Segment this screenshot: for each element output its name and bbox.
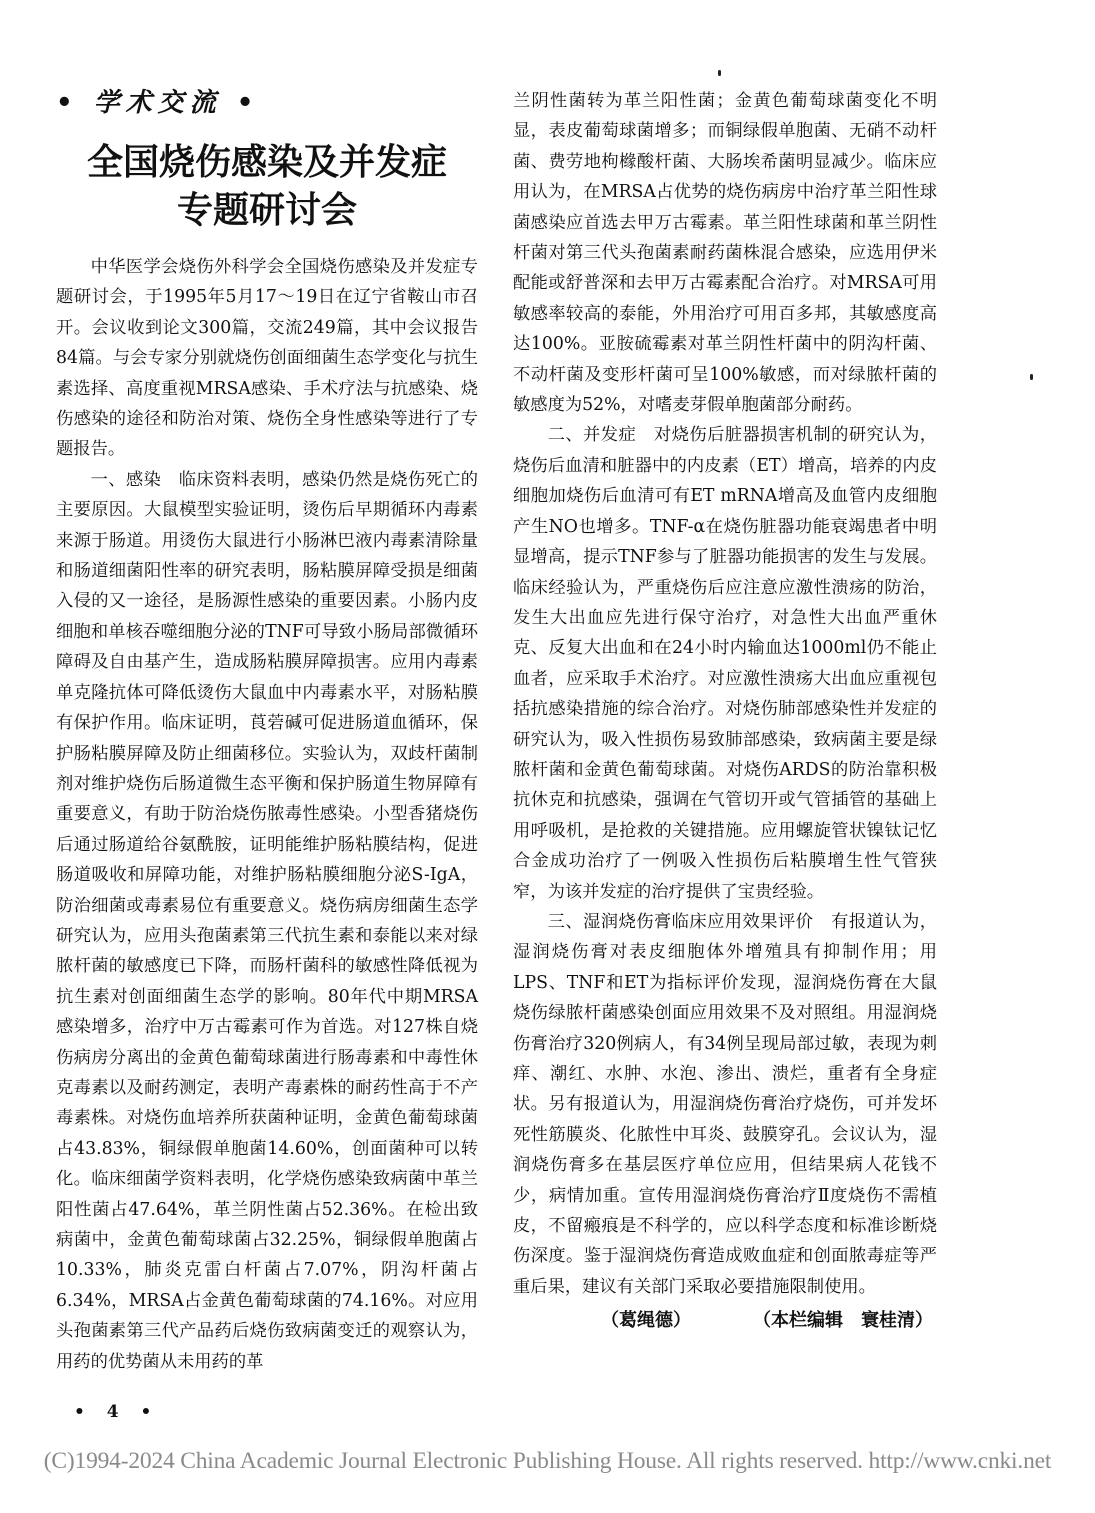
editor-credit: （本栏编辑 寰桂清） <box>753 1310 933 1332</box>
section-tag: • 学术交流 • <box>56 88 260 118</box>
scan-speck <box>718 70 721 76</box>
moist-ointment-section-paragraph: 三、湿润烧伤膏临床应用效果评价 有报道认为，湿润烧伤膏对表皮细胞体外增殖具有抑制作用；用LPS、TNF和ET为指标评价发现，湿润烧伤膏在大鼠烧伤绿脓杆菌感染创面应用效果不及对照组。用湿润烧伤膏治疗320例病人，有34例呈现局部过敏，表现为刺痒、潮红、水肿、水泡、渗出、溃烂，重者有全身症状。另有报道认为，用湿润烧伤膏治疗烧伤，可并发坏死性筋膜炎、化脓性中耳炎、鼓膜穿孔。会议认为，湿润烧伤膏多在基层医疗单位应用，但结果病人花钱不少，病情加重。宣传用湿润烧伤膏治疗Ⅱ度烧伤不需植皮，不留瘢痕是不科学的，应以科学态度和标准诊断烧伤深度。鉴于湿润烧伤膏造成败血症和创面脓毒症等严重后果，建议有关部门采取必要措施限制使用。 <box>513 911 937 1297</box>
scan-speck <box>1030 374 1033 380</box>
byline <box>513 1306 937 1336</box>
article-title <box>56 138 478 234</box>
title-line-2: 专题研讨会 <box>176 189 357 231</box>
infection-section-continued: 兰阴性菌转为革兰阳性菌；金黄色葡萄球菌变化不明显，表皮葡萄球菌增多；而铜绿假单胞菌、无硝不动杆菌、费劳地枸橼酸杆菌、大肠埃希菌明显减少。临床应用认为，在MRSA占优势的烧伤病房中治疗革兰阳性球菌感染应首选去甲万古霉素。革兰阳性球菌和革兰阴性杆菌对第三代头孢菌素耐药菌株混合感染，应选用伊米配能或舒普深和去甲万古霉素配合治疗。对MRSA可用敏感率较高的泰能，外用治疗可用百多邦，其敏感度高达100%。亚胺硫霉素对革兰阴性杆菌中的阴沟杆菌、不动杆菌及变形杆菌可呈100%敏感，而对绿脓杆菌的敏感度为52%，对嗜麦芽假单胞菌部分耐药。 <box>513 91 937 416</box>
author-credit: （葛绳德） <box>601 1310 691 1332</box>
title-line-1: 全国烧伤感染及并发症 <box>86 141 447 183</box>
intro-paragraph: 中华医学会烧伤外科学会全国烧伤感染及并发症专题研讨会，于1995年5月17～19日在辽宁省鞍山市召开。会议收到论文300篇，交流249篇，其中会议报告84篇。与会专家分别就烧伤创面细菌生态学变化与抗生素选择、高度重视MRSA感染、手术疗法与抗感染、烧伤感染的途径和防治对策、烧伤全身性感染等进行了专题报告。 <box>56 257 478 460</box>
page-number: • 4 • <box>74 1402 160 1422</box>
complication-section-paragraph: 二、并发症 对烧伤后脏器损害机制的研究认为，烧伤后血清和脏器中的内皮素（ET）增高，培养的内皮细胞加烧伤后血清可有ET mRNA增高及血管内皮细胞产生NO也增多。TNF-α在烧伤脏器功能衰竭患者中明显增高，提示TNF参与了脏器功能损害的发生与发展。临床经验认为，严重烧伤后应注意应激性溃疡的防治，发生大出血应先进行保守治疗，对急性大出血严重休克、反复大出血和在24小时内输血达1000ml仍不能止血者，应采取手术治疗。对应激性溃疡大出血应重视包括抗感染措施的综合治疗。对烧伤肺部感染性并发症的研究认为，吸入性损伤易致肺部感染，致病菌主要是绿脓杆菌和金黄色葡萄球菌。对烧伤ARDS的防治靠积极抗休克和抗感染，强调在气管切开或气管插管的基础上用呼吸机，是抢救的关键措施。应用螺旋管状镍钛记忆合金成功治疗了一例吸入性损伤后粘膜增生性气管狭窄，为该并发症的治疗提供了宝贵经验。 <box>513 425 937 902</box>
left-column <box>56 86 478 1377</box>
infection-section-paragraph: 一、感染 临床资料表明，感染仍然是烧伤死亡的主要原因。大鼠模型实验证明，烫伤后早期循环内毒素来源于肠道。用烫伤大鼠进行小肠淋巴液内毒素清除量和肠道细菌阳性率的研究表明，肠粘膜屏障受损是细菌入侵的又一途径，是肠源性感染的重要因素。小肠内皮细胞和单核吞噬细胞分泌的TNF可导致小肠局部微循环障碍及自由基产生，造成肠粘膜屏障损害。应用内毒素单克隆抗体可降低烫伤大鼠血中内毒素水平，对肠粘膜有保护作用。临床证明，莨菪碱可促进肠道血循环，保护肠粘膜屏障及防止细菌移位。实验认为，双歧杆菌制剂对维护烧伤后肠道微生态平衡和保护肠道生物屏障有重要意义，有助于防治烧伤脓毒性感染。小型香猪烧伤后通过肠道给谷氨酰胺，证明能维护肠粘膜结构，促进肠道吸收和屏障功能，对维护肠粘膜细胞分泌S-IgA，防治细菌或毒素易位有重要意义。烧伤病房细菌生态学研究认为，应用头孢菌素第三代抗生素和泰能以来对绿脓杆菌的敏感度已下降，而肠杆菌科的敏感性降低视为抗生素对创面细菌生态学的影响。80年代中期MRSA感染增多，治疗中万古霉素可作为首选。对127株自烧伤病房分离出的金黄色葡萄球菌进行肠毒素和中毒性休克毒素以及耐药测定，表明产毒素株的耐药性高于不产毒素株。对烧伤血培养所获菌种证明，金黄色葡萄球菌占43.83%，铜绿假单胞菌14.60%，创面菌种可以转化。临床细菌学资料表明，化学烧伤感染致病菌中革兰阳性菌占47.64%，革兰阴性菌占52.36%。在检出致病菌中，金黄色葡萄球菌占32.25%，铜绿假单胞菌占10.33%，肺炎克雷白杆菌占7.07%，阴沟杆菌占6.34%，MRSA占金黄色葡萄球菌的74.16%。对应用头孢菌素第三代产品药后烧伤致病菌变迁的观察认为，用药的优势菌从未用药的革 <box>56 469 478 1372</box>
copyright-watermark: (C)1994-2024 China Academic Journal Electronic Publishing House. All rights reserved. http://www.cnki.net <box>43 1448 1052 1474</box>
right-column <box>513 86 937 1336</box>
